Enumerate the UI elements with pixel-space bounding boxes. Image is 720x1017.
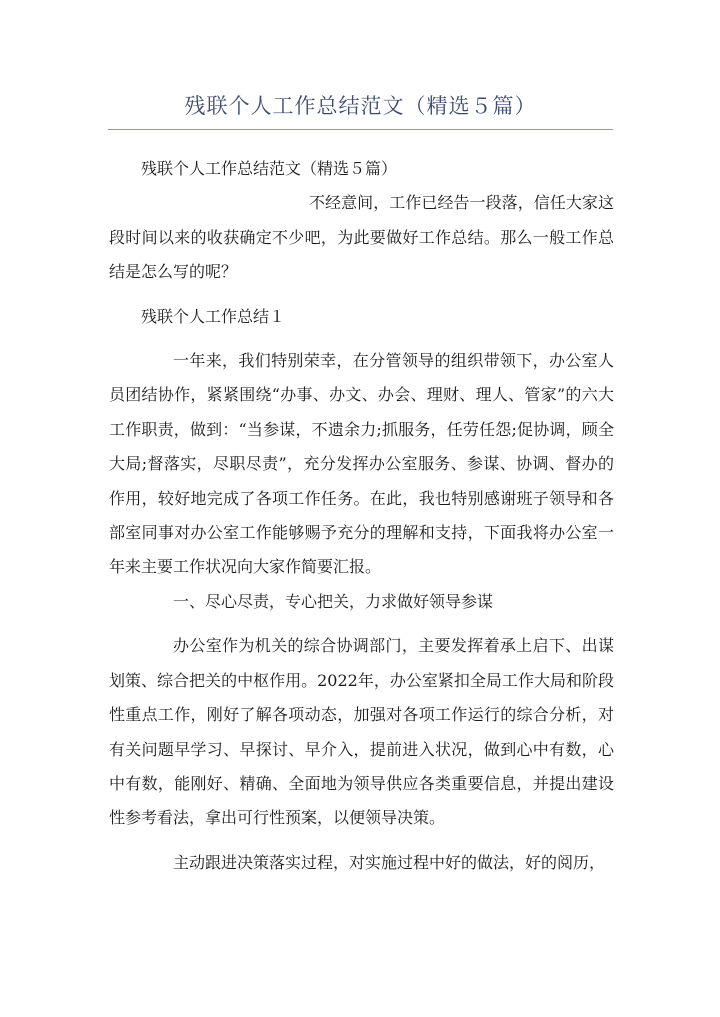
section-heading: 残联个人工作总结１	[141, 306, 286, 326]
intro-paragraph: 不经意间，工作已经告一段落，信任大家这段时间以来的收获确定不少吧，为此要做好工作总结。那么一般工作总结是怎么写的呢？	[109, 193, 614, 282]
body-paragraph: 主动跟进决策落实过程，对实施过程中好的做法，好的阅历，	[173, 852, 606, 872]
title-divider	[108, 129, 613, 130]
document-subtitle: 残联个人工作总结范文（精选５篇）	[141, 159, 398, 178]
body-paragraph: 一年来，我们特别荣幸，在分管领导的组织带领下，办公室人员团结协作，紧紧围绕“办事、办文、办会、理财、理人、管家”的六大工作职责，做到：“当参谋，不遗余力;抓服务，任劳任怨;促协调，顾全大局;督落实，尽职尽责”，充分发挥办公室服务、参谋、协调、督办的作用，较好地完成了各项工作任务。在此，我也特别感谢班子领导和各部室同事对办公室工作能够赐予充分的理解和支持，下面我将办公室一年来主要工作状况向大家作简要汇报。	[109, 351, 614, 577]
body-paragraph: 办公室作为机关的综合协调部门，主要发挥着承上启下、出谋划策、综合把关的中枢作用。2022年，办公室紧扣全局工作大局和阶段性重点工作，刚好了解各项动态，加强对各项工作运行的综合分析，对有关问题早学习、早探讨、早介入，提前进入状况，做到心中有数，心中有数，能刚好、精确、全面地为领导供应各类重要信息，并提出建设性参考看法，拿出可行性预案，以便领导决策。	[109, 636, 614, 828]
document-body	[109, 152, 614, 880]
document-title: 残联个人工作总结范文（精选５篇）	[184, 94, 537, 118]
subsection-heading: 一、尽心尽责，专心把关，力求做好领导参谋	[173, 591, 494, 611]
